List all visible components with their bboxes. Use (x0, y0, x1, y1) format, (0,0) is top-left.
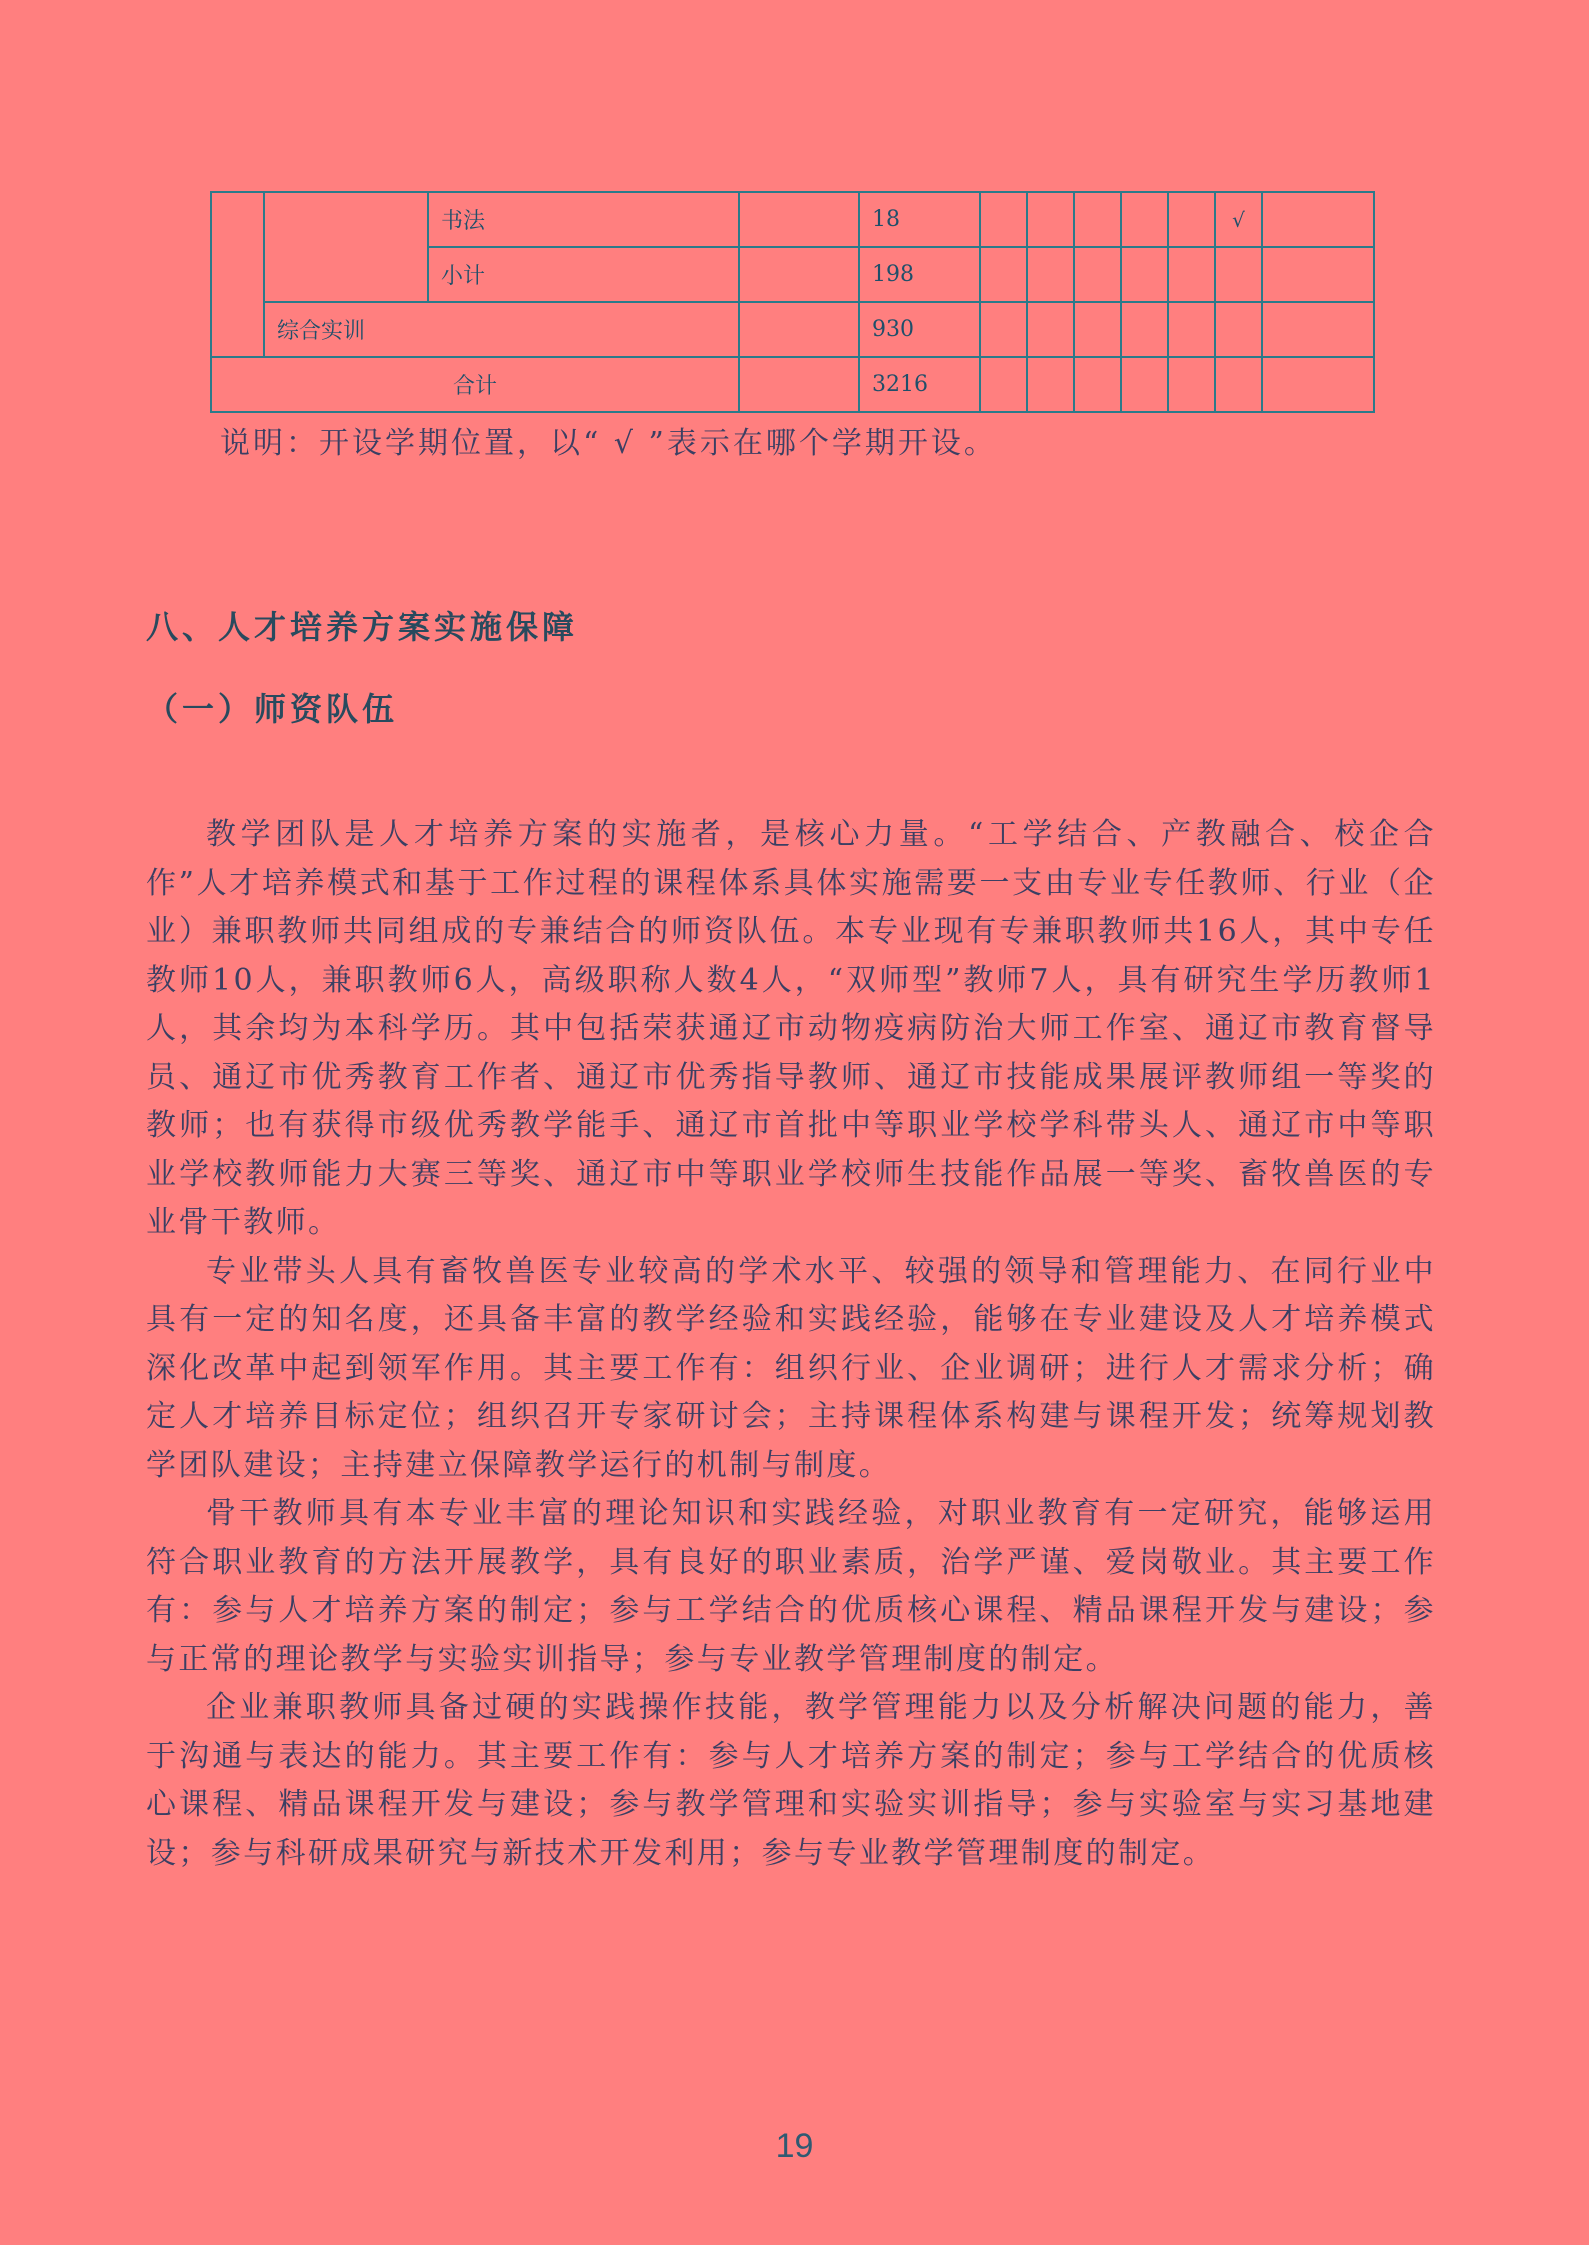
table-note: 说明：开设学期位置，以“ √ ”表示在哪个学期开设。 (220, 426, 997, 461)
subsection-heading: （一）师资队伍 (146, 690, 399, 728)
hours-cell: 18 (859, 192, 980, 247)
table-row (211, 357, 1374, 412)
hours-cell: 930 (859, 302, 980, 357)
section-heading: 八、人才培养方案实施保障 (146, 608, 579, 646)
hours-cell: 198 (859, 247, 980, 302)
course-name-cell: 书法 (428, 192, 739, 247)
paragraph: 企业兼职教师具备过硬的实践操作技能，教学管理能力以及分析解决问题的能力，善于沟通与表达的能力。其主要工作有：参与人才培养方案的制定；参与工学结合的优质核心课程、精品课程开发与建设；参与教学管理和实验实训指导；参与实验室与实习基地建设；参与科研成果研究与新技术开发利用；参与专业教学管理制度的制定。 (146, 1690, 1436, 1871)
paragraph: 专业带头人具有畜牧兽医专业较高的学术水平、较强的领导和管理能力、在同行业中具有一定的知名度，还具备丰富的教学经验和实践经验，能够在专业建设及人才培养模式深化改革中起到领军作用。其主要工作有：组织行业、企业调研；进行人才需求分析；确定人才培养目标定位；组织召开专家研讨会；主持课程体系构建与课程开发；统筹规划教学团队建设；主持建立保障教学运行的机制与制度。 (146, 1253, 1436, 1483)
course-name-cell: 综合实训 (264, 302, 739, 357)
semester-check-cell: √ (1215, 192, 1262, 247)
course-name-cell: 小计 (428, 247, 739, 302)
table-row (211, 302, 1374, 357)
course-plan-table (210, 191, 1375, 413)
paragraph: 骨干教师具有本专业丰富的理论知识和实践经验，对职业教育有一定研究，能够运用符合职业教育的方法开展教学，具有良好的职业素质，治学严谨、爱岗敬业。其主要工作有：参与人才培养方案的制定；参与工学结合的优质核心课程、精品课程开发与建设；参与正常的理论教学与实验实训指导；参与专业教学管理制度的制定。 (146, 1496, 1436, 1677)
hours-cell: 3216 (859, 357, 980, 412)
total-label-cell: 合计 (211, 357, 739, 412)
page-number: 19 (775, 2127, 814, 2165)
table-row (211, 192, 1374, 247)
body-text (146, 811, 1436, 1878)
paragraph: 教学团队是人才培养方案的实施者，是核心力量。“工学结合、产教融合、校企合作”人才培养模式和基于工作过程的课程体系具体实施需要一支由专业专任教师、行业（企业）兼职教师共同组成的专兼结合的师资队伍。本专业现有专兼职教师共16人，其中专任教师10人，兼职教师6人，高级职称人数4人，“双师型”教师7人，具有研究生学历教师1人，其余均为本科学历。其中包括荣获通辽市动物疫病防治大师工作室、通辽市教育督导员、通辽市优秀教育工作者、通辽市优秀指导教师、通辽市技能成果展评教师组一等奖的教师；也有获得市级优秀教学能手、通辽市首批中等职业学校学科带头人、通辽市中等职业学校教师能力大赛三等奖、通辽市中等职业学校师生技能作品展一等奖、畜牧兽医的专业骨干教师。 (146, 817, 1436, 1240)
